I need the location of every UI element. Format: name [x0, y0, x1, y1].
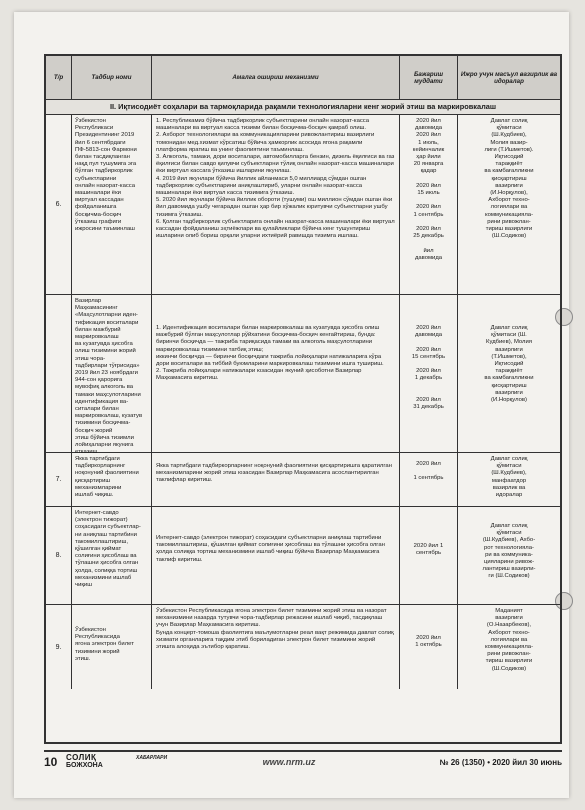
row-term: 2020 йил 1 сентябрь: [400, 453, 458, 506]
table-row: [46, 605, 560, 689]
row-term: 2020 йил 1 октябрь: [400, 605, 458, 689]
newspaper-logo: [66, 754, 176, 770]
row-mechanism: 1. Республикамиз бўйича тадбиркорлик субъектларини онлайн назорат-касса машиналари ва виртуал касса тизими билан босқичма-босқич қамраб олиш. 2. Ахборот технологиялари ва коммуникацияларини ривожлантириш вазирлиги томонидан мед.хизмат кўрсатиш бўйича ҳамкорлик асосида ягона рақамли платформа яратиш ва унинг фаолиятини таъминлаш. 3. Алкоголь, тамаки, дори воситалари, автомобилларга бензин, дизель ёқилғиси ва газ ёқилғиси билан савдо қилувчи субъектларни тўлиқ онлайн назорат-касса машиналари ёки виртуал кассага ўтказиш ишларини якунлаш. 4. 2019 йил якунлари бўйича йиллик айланмаси 5,0 миллиард сўмдан ошган тадбиркорлик субъектларини аниқлаштириб, уларни онлайн назорат-касса машиналари ёки виртуал касса тизимига ўтказиш. 5. 2020 йил якунлари бўйича йиллик обороти (тушуми) ош миллион сўмдан ошган ёки йил давомида ушбу чегарадан ошган ҳар бир хўжалик юритувчи субъектларни ушбу тизимга ўтказиш. 6. Қолган тадбиркорлик субъектларига онлайн назорат-касса машиналари ёки виртуал кассадан фойдаланиш эҳтиёжлари ва қулайликлари бўйича кенг тушунтириш ишларини олиб бориш орқали уларни ихтиёрий равишда тизимга ишлаш.: [152, 115, 400, 294]
row-name: Якка тартибдаги тадбиркорларнинг ноқонуний фаолиятини қисқартириш механизмларини ишлаб чиқиш.: [72, 453, 152, 506]
table-row: [46, 295, 560, 456]
row-number: 9.: [46, 605, 72, 689]
row-number: [46, 295, 72, 452]
logo-line-2: БОЖХОНА: [66, 762, 103, 769]
website-link[interactable]: www.nrm.uz: [262, 757, 316, 767]
row-name: Вазирлар Маҳкамасининг «Маҳсулотларни иден- тификация воситалари билан мажбурий маркировкалаш ва кузатувда ҳисобга олиш тизимини жорий этиш чора- тадбирлари тўғрисида» 2019 йил 23 ноябрдаги 944-сон қарорига мувофиқ алкоголь ва тамаки маҳсулотларини идентификация ва- ситалари билан маркировкалаш, кузатув тизимини босқичма- босқич жорий этиш бўйича тизимли лойиҳаларни якунига етказиш: [72, 295, 152, 452]
row-term: 2020 йил 1 сентябрь: [400, 507, 458, 604]
issue-info: № 26 (1350) • 2020 йил 30 июнь: [439, 757, 562, 767]
header-term: Бажариш муддати: [400, 56, 458, 99]
row-name: Ўзбекистон Республикаси Президентининг 2019 йил 6 сентябрдаги ПФ-5813-сон Фармони билан тасдиқланган нақд пул тушумига эга бўлган тадбиркорлик субъектларини онлайн назорат-касса машиналари ёки виртуал кассадан фойдаланишга босқичма-босқич ўтказиш графиги ижросини таъминлаш: [72, 115, 152, 294]
row-name: Ўзбекистон Республикасида ягона электрон билет тизимини жорий этиш.: [72, 605, 152, 689]
row-name: Интернет-савдо (электрон тижорат) соҳасидаги субъектлар- ни аниқлаш тартибини такомиллаштириш, қўшилган қиймат солиғини ҳисоблаш ва тўлашни ҳисобга олган ҳолда, солиққа тортиш механизмини ишлаб чиқиш: [72, 507, 152, 604]
row-responsible: Давлат солиқ қўмитаси (Ш.Кудбиев), Ахбо- рот технологияла- ри ва коммуника- цияларини ривож- лантириш вазирли- ги (Ш.Содиков): [482, 523, 536, 580]
page-number: 10: [44, 755, 58, 769]
row-number: 6.: [46, 115, 72, 294]
logo-line-3: ХАБАРЛАРИ: [136, 755, 168, 761]
header-responsible: Ижро учун масъул вазирлик ва идоралар: [460, 70, 558, 85]
table-row: [46, 453, 560, 507]
header-num: Т/р: [46, 56, 72, 99]
row-responsible: Давлат солиқ қўмитаси (Ш.Кудбиев), манфаатдор вазирлик ва идоралар: [490, 456, 528, 499]
section-title: II. Иқтисодиёт соҳалари ва тармоқларида рақамли технологияларни кенг жорий этиш ва маркировкалаш: [46, 100, 560, 115]
row-responsible: Маданият вазирлиги (О.Назарбеков), Ахборот техно- логиялари ва коммуникацияла- рини ривожлан- тириш вазирлиги (Ш.Содиков): [484, 608, 534, 672]
row-term: 2020 йил давомида 2020 йил 1 июль, кейинчалик ҳар йили 20 январга қадар 2020 йил 15 июль 2020 йил 1 сентябрь 2020 йил 25 декабрь йил давомида: [400, 115, 458, 294]
row-responsible: Давлат солиқ қўмитаси (Ш. Кудбиев), Молия вазирлиги (Т.Ишметов), Иқтисодий тараққиёт ва камбағалликни қисқартириш вазирлиги (И.Норқулов): [484, 325, 534, 404]
newspaper-page: [14, 12, 569, 798]
header-name: Тадбир номи: [72, 56, 152, 99]
page-footer: [44, 750, 562, 770]
logo-line-1: СОЛИҚ: [66, 753, 97, 762]
row-mechanism: Интернет-савдо (электрон тижорат) соҳасидаги субъектларни аниқлаш тартибини такомиллаштириш, қўшилган қиймат солиғини ҳисоблаш ва тўлашни ҳисобга олган ҳолда солиққа тортиш механизмини ишлаб чиқиш бўйича Вазирлар Маҳкамасига таклиф киритиш.: [152, 507, 400, 604]
header-mechanism: Амалга ошириш механизми: [152, 56, 400, 99]
row-number: 7.: [46, 453, 72, 506]
row-mechanism: Ўзбекистон Республикасида ягона электрон билет тизимини жорий этиш ва назорат механизмини назарда тутувчи чора-тадбирлар режасини ишлаб чиқиб, тасдиқлаш учун Вазирлар Маҳкамасига киритиш. Бунда концерт-томоша фаолиятига маълумотларни реал вақт режимида давлат солиқ хизмати органларига тақдим этиб бориладиган электрон билет тизимини жорий этишга алоҳида эътибор қаратиш.: [152, 605, 400, 689]
row-responsible: Давлат солиқ қўмитаси (Ш.Кудбиев), Молия вазир- лиги (Т.Ишметов). Иқтисодий тараққиёт ва камбағалликни қисқартириш вазирлиги (И.Норқулов), Ахборот техно- логиялари ва коммуникацияла- рини ривожлан- тириш вазирлиги (Ш.Содиков): [484, 118, 534, 240]
row-mechanism: 1. Идентификация воситалари билан маркировкалаш ва кузатувда ҳисобга олиш мажбурий бўлган маҳсулотлар рўйхатини босқичма-босқич кенгайтириш, бунда: биринчи босқичда — тажриба тариқасида тамаки ва алкоголь маҳсулотларини маркировкалаш тизимини татбиқ этиш; иккинчи босқичда — биринчи босқичдаги тажриба лойиҳалари натижаларига кўра дори воситалари ва тиббий буюмларини маркировкалаш тизимини ишга тушириш. 2. Тажриба лойиҳалари натижалари юзасидан якуний ҳисоботни Вазирлар Маҳкамасига киритиш.: [152, 295, 400, 452]
row-mechanism: Якка тартибдаги тадбиркорларнинг ноқонуний фаолиятини қисқартиришга қаратилган механизмларини жорий этиш юзасидан Вазирлар Маҳкамасига асослантирилган таклифлар киритиш.: [152, 453, 400, 506]
table-row: [46, 115, 560, 295]
table-row: [46, 507, 560, 605]
measures-table: [44, 54, 562, 744]
row-term: 2020 йил давомида 2020 йил 15 сентябрь 2020 йил 1 декабрь 2020 йил 31 декабрь: [400, 295, 458, 452]
row-number: 8.: [46, 507, 72, 604]
table-header: [46, 56, 560, 100]
